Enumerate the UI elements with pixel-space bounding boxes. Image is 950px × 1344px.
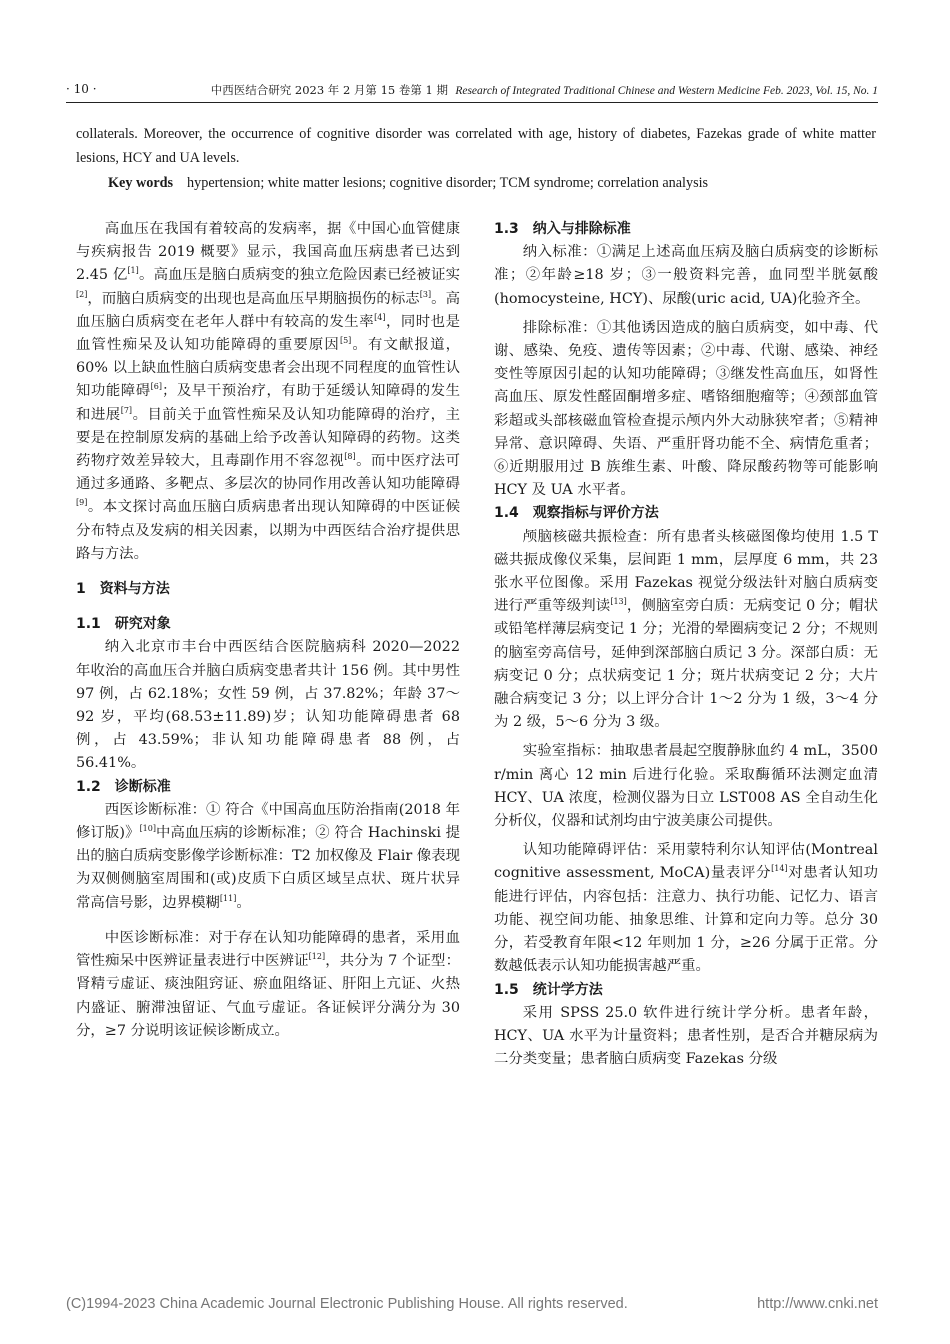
cnki-url: http://www.cnki.net xyxy=(757,1296,878,1312)
citation: [11] xyxy=(219,893,237,903)
citation: [1] xyxy=(127,266,139,276)
citation: [6] xyxy=(150,382,162,392)
citation: [14] xyxy=(771,864,788,874)
key-words-label: Key words xyxy=(108,175,174,191)
citation: [3] xyxy=(419,289,432,299)
key-words xyxy=(108,172,878,194)
intro-text: 。高血压脑白质病变在老年人群中有较高的发生率 xyxy=(76,290,460,330)
study-subjects-paragraph: 纳入北京市丰台中西医结合医院脑病科 2020—2022 年收治的高血压合并脑白质病变患者共计 156 例。其中男性 97 例，占 62.18%；女性 59 例，占 37.82%；年龄 37～92 岁，平均(68.53±11.89)岁；认知功能障碍患者 68 例，占 43.59%；非认知功能障碍患者 88 例，占 56.41%。 xyxy=(76,639,460,772)
lab-paragraph: 实验室指标：抽取患者晨起空腹静脉血约 4 mL，3500 r/min 离心 12 min 后进行化验。采取酶循环法测定血清 HCY、UA 浓度，检测仪器为日立 LST008 AS 全自动生化分析仪，仪器和试剂均由宁波美康公司提供。 xyxy=(494,743,878,830)
mri-text: ，侧脑室旁白质：无病变记 0 分；帽状或铅笔样薄层病变记 1 分；光滑的晕圈病变记 2 分；不规则的脑室旁高信号，延伸到深部脑白质记 3 分。深部白质：无病变记 0 分；点状病变记 1 分；斑片状病变记 2 分；大片融合病变记 3 分；以上评分合计 1～2 分为 1 级，3～4 分为 2 级，5～6 分为 3 级。 xyxy=(494,598,878,731)
western-text: 西医诊断标准：① 符合《中国高血压防治指南(2018 年修订版)》 xyxy=(76,801,460,842)
section-heading-1-3: 1.3 纳入与排除标准 xyxy=(494,221,631,237)
section-heading-1-1: 1.1 研究对象 xyxy=(76,616,171,633)
copyright-notice: (C)1994-2023 China Academic Journal Electronic Publishing House. All rights reserved. xyxy=(66,1296,628,1312)
intro-text: 。而中医疗法可通过多通路、多靶点、多层次的协同作用改善认知功能障碍 xyxy=(76,453,460,493)
section-heading-1-2: 1.2 诊断标准 xyxy=(76,778,171,795)
key-words-text: hypertension; white matter lesions; cognitive disorder; TCM syndrome; correlation analysis xyxy=(187,175,709,191)
citation: [5] xyxy=(339,336,352,346)
mri-text: 颅脑核磁共振检查：所有患者头核磁图像均使用 1.5 T 磁共振成像仪采集，层间距 1 mm，层厚度 6 mm，共 23 张水平位图像。采用 Fazekas 视觉分级法针对脑白质病变进行严重等级判读 xyxy=(494,528,878,615)
intro-text: 高血压在我国有着较高的发病率，据《中国心血管健康与疾病报告 2019 概要》显示，我国高血压病患者已达到 2.45 亿 xyxy=(76,221,460,284)
intro-text: 。有文献报道，60% 以上缺血性脑白质病变患者会出现不同程度的血管性认知功能障碍 xyxy=(76,337,460,400)
mri-paragraph xyxy=(494,526,878,735)
intro-text: ，而脑白质病变的出现也是高血压早期脑损伤的标志 xyxy=(87,290,420,307)
cognitive-paragraph xyxy=(494,839,878,978)
section-heading-1: 1 资料与方法 xyxy=(76,581,170,598)
citation: [10] xyxy=(139,824,156,834)
intro-text: 。本文探讨高血压脑白质病患者出现认知障碍的中医证候分布特点及发病的相关因素，以期为中西医结合治疗提供思路与方法。 xyxy=(76,499,460,562)
intro-text: ，同时也是血管性痴呆及认知功能障碍的重要原因 xyxy=(76,313,460,354)
tcm-text: 中医诊断标准：对于存在认知功能障碍的患者，采用血管性痴呆中医辨证量表进行中医辨证 xyxy=(76,929,460,970)
journal-title-cn: 中西医结合研究 2023 年 2 月第 15 卷第 1 期 xyxy=(210,83,448,97)
abstract-text: collaterals. Moreover, the occurrence of cognitive disorder was correlated with age, history of diabetes, Fazekas grade of white matter lesions, HCY and UA levels. xyxy=(76,126,876,166)
stats-paragraph: 采用 SPSS 25.0 软件进行统计学分析。患者年龄，HCY、UA 水平为计量资料；患者性别，是否合并糖尿病为二分类变量；患者脑白质病变 Fazekas 分级 xyxy=(494,1004,878,1068)
intro-text: ；及早干预治疗，有助于延缓认知障碍的发生和进展 xyxy=(76,383,460,423)
western-text: 。 xyxy=(236,894,251,911)
page-number: · 10 · xyxy=(66,82,97,96)
citation: [7] xyxy=(120,405,133,415)
intro-text: 。高血压是脑白质病变的独立危险因素已经被证实 xyxy=(138,267,460,284)
header-rule xyxy=(66,102,878,103)
citation: [12] xyxy=(308,952,326,962)
citation: [13] xyxy=(610,597,627,607)
western-criteria-paragraph xyxy=(76,799,460,915)
tcm-text: ，共分为 7 个证型：肾精亏虚证、痰浊阻窍证、瘀血阻络证、肝阳上亢证、火热内盛证、腑滞浊留证、气血亏虚证。各证候评分满分为 30 分，≥7 分说明该证候诊断成立。 xyxy=(76,953,460,1039)
intro-paragraph xyxy=(76,218,460,566)
citation: [8] xyxy=(344,452,356,462)
inclusion-paragraph: 纳入标准：①满足上述高血压病及脑白质病变的诊断标准；②年龄≥18 岁；③一般资料完善，血同型半胱氨酸(homocysteine, HCY)、尿酸(uric acid, UA)化验齐全。 xyxy=(494,244,878,307)
cognitive-text: 对患者认知功能进行评估，内容包括：注意力、执行功能、记忆力、语言功能、视空间功能、抽象思维、计算和定向力等。总分 30 分，若受教育年限<12 年则加 1 分，≥26 分属于正常。分数越低表示认知功能损害越严重。 xyxy=(494,865,878,975)
journal-running-title xyxy=(211,82,878,98)
abstract-tail xyxy=(76,122,876,170)
section-heading-1-4: 1.4 观察指标与评价方法 xyxy=(494,505,659,522)
section-heading-1-5: 1.5 统计学方法 xyxy=(494,981,603,998)
right-column xyxy=(494,218,878,1071)
western-text: 中高血压病的诊断标准；② 符合 Hachinski 提出的脑白质病变影像学诊断标准：T2 加权像及 Flair 像表现为双侧侧脑室周围和(或)皮质下白质区域呈点状、斑片状异常高信号影，边界模糊 xyxy=(76,825,460,911)
exclusion-paragraph: 排除标准：①其他诱因造成的脑白质病变，如中毒、代谢、感染、免疫、遗传等因素；②中毒、代谢、感染、神经变性等原因引起的认知功能障碍；③继发性高血压，如肾性高血压、原发性醛固酮增多症、嗜铬细胞瘤等；④颈部血管彩超或头部核磁血管检查提示颅内外大动脉狭窄者；⑤精神异常、意识障碍、失语、严重肝肾功能不全、病情危重者；⑥近期服用过 B 族维生素、叶酸、降尿酸药物等可能影响 HCY 及 UA 水平者。 xyxy=(494,319,878,499)
journal-title-en: Research of Integrated Traditional Chinese and Western Medicine Feb. 2023, Vol. 15, No. 1 xyxy=(455,85,878,97)
left-column xyxy=(76,218,460,1043)
intro-text: 。目前关于血管性痴呆及认知功能障碍的治疗，主要是在控制原发病的基础上给予改善认知障碍的药物。这类药物疗效差异较大，且毒副作用不容忽视 xyxy=(76,406,460,470)
citation: [9] xyxy=(76,498,88,508)
cognitive-text: 认知功能障碍评估：采用蒙特利尔认知评估(Montreal cognitive assessment, MoCA)量表评分 xyxy=(494,842,878,882)
citation: [4] xyxy=(374,312,386,322)
page-header xyxy=(66,82,878,102)
citation: [2] xyxy=(76,289,88,299)
tcm-criteria-paragraph xyxy=(76,927,460,1043)
